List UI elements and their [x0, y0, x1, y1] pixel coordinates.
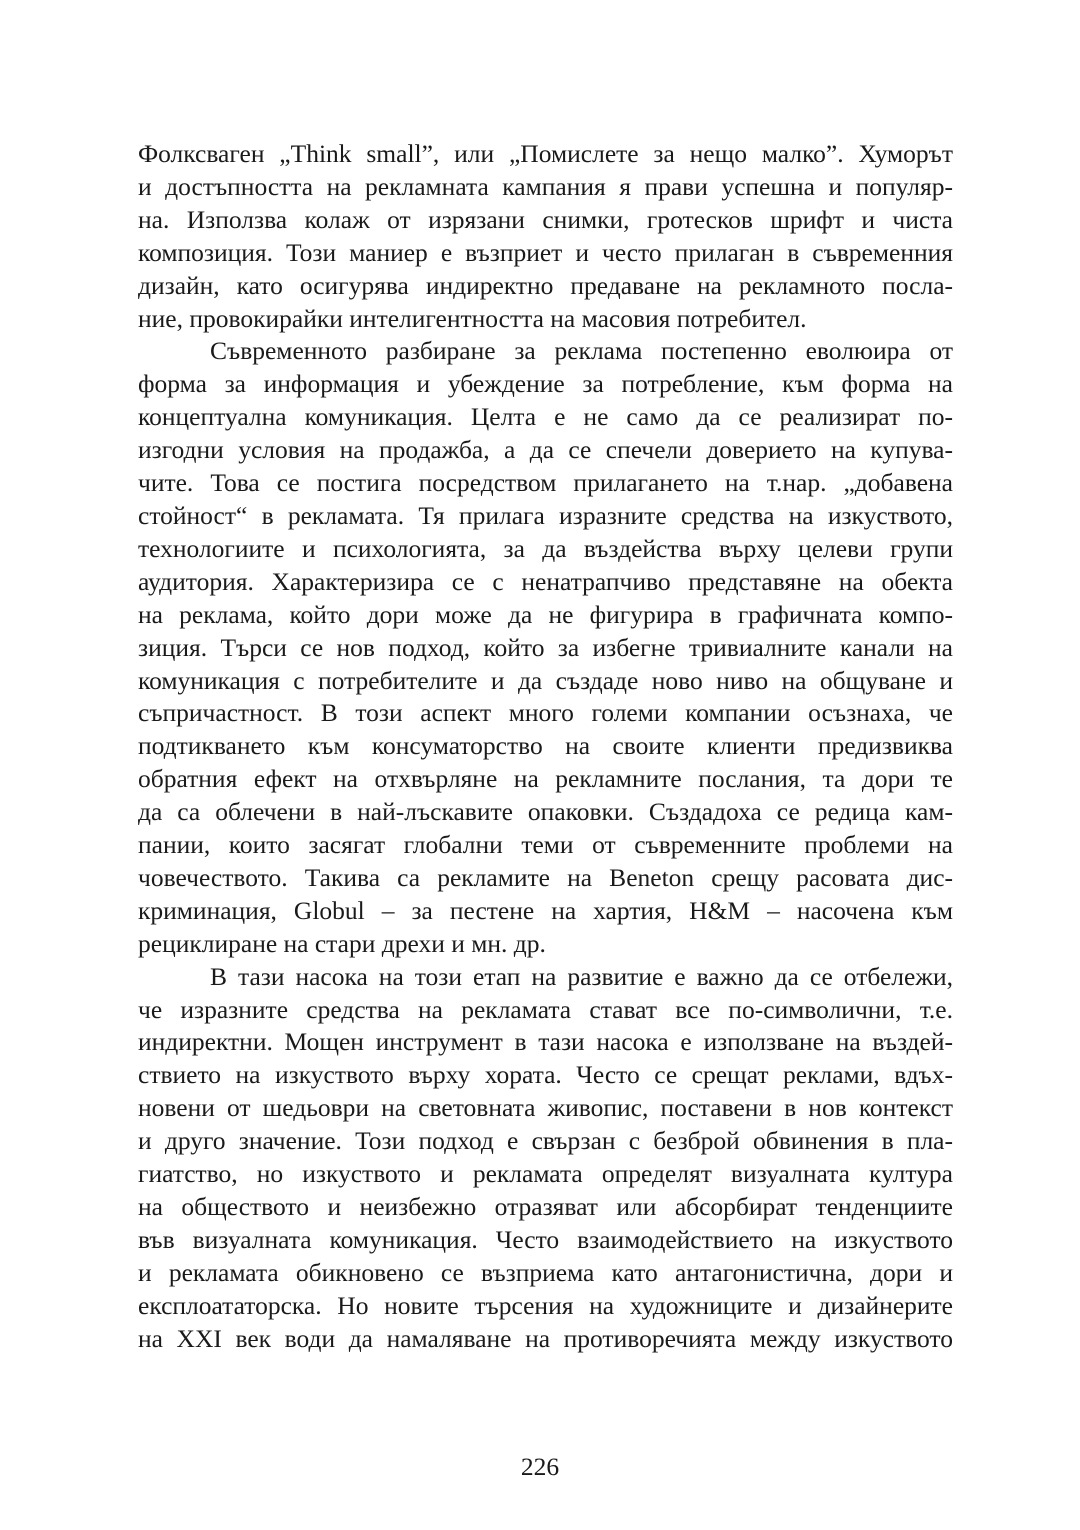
text-line: съпричастност. В този аспект много големи компании осъзнаха, че: [138, 698, 953, 728]
text-line: концептуална комуникация. Целта е не само да се реализират по-: [138, 402, 953, 432]
text-line: на обществото и неизбежно отразяват или абсорбират тенденциите: [138, 1192, 953, 1221]
text-line: и друго значение. Този подход е свързан с безброй обвинения в пла-: [138, 1126, 953, 1156]
text-line: ние, провокирайки интелигентността на масовия потребител.: [138, 303, 807, 333]
text-line: да са облечени в най-лъскавите опаковки. Създадоха се редица кам-: [138, 797, 953, 827]
text-line: на реклама, който дори може да не фигурира в графичната компо-: [138, 599, 953, 629]
text-line: технологиите и психологията, за да въздейства върху целеви групи: [138, 533, 953, 563]
text-line: дизайн, като осигурява индиректно предаване на рекламното посла-: [138, 270, 953, 300]
text-line: комуникация с потребителите и да създаде ново ниво на общуване и: [138, 665, 953, 695]
text-line: аудитория. Характеризира се с ненатрапчиво представяне на обекта: [138, 566, 953, 596]
text-line: композиция. Този маниер е възприет и често прилаган в съвременния: [138, 237, 953, 267]
text-line: Съвременното разбиране за реклама постепенно еволюира от: [210, 336, 953, 366]
text-line: изгодни условия на продажба, а да се спечели доверието на купува-: [138, 435, 953, 465]
text-line: форма за информация и убеждение за потребление, към форма на: [138, 369, 953, 399]
text-line: Фолксваген „Think small”, или „Помислете за нещо малко”. Хуморът: [138, 139, 953, 168]
text-line: обратния ефект на отхвърляне на рекламните послания, та дори те: [138, 764, 953, 794]
text-line: новени от шедьоври на световната живопис, поставени в нов контекст: [138, 1093, 953, 1123]
text-line: В тази насока на този етап на развитие е важно да се отбележи,: [210, 961, 953, 991]
text-line: рециклиране на стари дрехи и мн. др.: [138, 928, 546, 958]
text-line: индиректни. Мощен инструмент в тази насока е използване на въздей-: [138, 1027, 953, 1057]
text-line: чите. Това се постига посредством прилагането на т.нар. „добавена: [138, 468, 953, 498]
text-line: стойност“ в рекламата. Тя прилага изразните средства на изкуството,: [138, 500, 953, 530]
text-line: човечеството. Такива са рекламите на Beneton срещу расовата дис-: [138, 862, 953, 892]
body-text: [138, 138, 953, 1356]
text-line: и достъпността на рекламната кампания я прави успешна и популяр-: [138, 171, 953, 201]
text-line: че изразните средства на рекламата стават все по-символични, т.е.: [138, 994, 953, 1024]
text-line: пании, които засягат глобални теми от съвременните проблеми на: [138, 830, 953, 860]
text-line: на XXI век води да намаляване на противоречията между изкуството: [138, 1323, 953, 1353]
text-line: подтикването към консуматорство на своите клиенти предизвиква: [138, 731, 953, 761]
page-number: 226: [520, 1452, 560, 1481]
text-line: ствието на изкуството върху хората. Често се срещат реклами, вдъх-: [138, 1060, 953, 1090]
paragraph-2: [138, 335, 953, 960]
text-line: на. Използва колаж от изрязани снимки, гротесков шрифт и чиста: [138, 204, 953, 234]
text-line: зиция. Търси се нов подход, който за избегне тривиалните канали на: [138, 632, 953, 662]
text-line: гиатство, но изкуството и рекламата определят визуалната култура: [138, 1159, 953, 1189]
paragraph-3: [138, 961, 953, 1356]
paragraph-1: [138, 138, 953, 335]
text-line: криминация, Globul – за пестене на хартия, H&M – насочена към: [138, 895, 953, 925]
text-line: и рекламата обикновено се възприема като антагонистична, дори и: [138, 1257, 953, 1287]
text-line: във визуалната комуникация. Често взаимодействието на изкуството: [138, 1224, 953, 1254]
text-line: експлоататорска. Но новите търсения на художниците и дизайнерите: [138, 1290, 953, 1320]
